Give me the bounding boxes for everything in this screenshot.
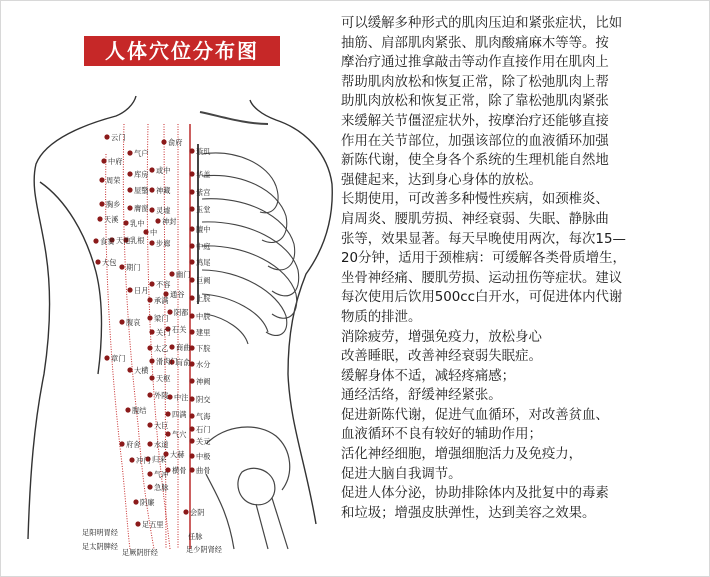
acupoint-marker (147, 345, 152, 350)
acupoint-marker (99, 201, 104, 206)
acupoint-label: 梁门 (154, 314, 169, 323)
acupoint-label: 步廊 (156, 239, 171, 248)
acupoint-marker (189, 329, 194, 334)
acupoint-label: 曲骨 (196, 466, 211, 475)
acupoint-marker (189, 467, 194, 472)
acupoint-marker (189, 378, 194, 383)
acupoint-marker (101, 158, 106, 163)
acupoint-marker (127, 171, 132, 176)
acupoint-label: 胸乡 (106, 200, 121, 209)
acupoint-label: 气户 (134, 149, 149, 158)
acupoint-label: 大赫 (170, 450, 185, 459)
text-line: 作用在关节部位，加强该部位的血液循环加强 (341, 133, 609, 149)
acupoint-marker (189, 413, 194, 418)
text-line: 可以缓解多种形式的肌肉压迫和紧张症状，比如 (341, 16, 623, 31)
acupoint-label: 或中 (156, 166, 171, 175)
text-line: 张等，效果显著。每天早晚使用两次，每次15— (341, 231, 626, 247)
acupoint-label: 承满 (154, 296, 169, 305)
acupoint-label: 中脘 (196, 312, 211, 321)
acupoint-label: 乳根 (130, 236, 145, 245)
acupoint-marker (127, 367, 132, 372)
acupoint-marker (95, 259, 100, 264)
acupoint-marker (149, 329, 154, 334)
acupoint-marker (165, 411, 170, 416)
acupoint-label: 气冲 (154, 470, 169, 479)
acupoint-label: 肓俞 (176, 358, 191, 367)
body-figure (6, 4, 338, 571)
acupoint-marker (147, 441, 152, 446)
acupoint-marker (125, 407, 130, 412)
text-line: 摩治疗通过推拿敲击等动作直接作用在肌肉上 (341, 55, 609, 71)
acupoint-marker (165, 431, 170, 436)
acupoint-label: 天溪 (104, 215, 119, 224)
acupoint-marker (104, 134, 109, 139)
acupoint-marker (189, 206, 194, 211)
text-line: 血液循环不良有较好的辅助作用； (341, 427, 542, 443)
acupoint-marker (189, 426, 194, 431)
acupoint-label: 章门 (111, 354, 126, 363)
acupoint-label: 璇玑 (196, 147, 211, 156)
acupoint-marker (149, 187, 154, 192)
acupoint-marker (123, 220, 128, 225)
acupoint-marker (147, 471, 152, 476)
acupoint-marker (129, 457, 134, 462)
acupoint-marker (183, 509, 188, 514)
acupoint-label: 中 (150, 228, 158, 237)
meridian-label: 任脉 (188, 532, 203, 541)
acupoint-marker (149, 240, 154, 245)
acupoint-label: 气海 (196, 412, 211, 421)
text-line: 消除疲劳，增强免疫力，放松身心 (341, 329, 542, 345)
acupoint-label: 周荣 (106, 176, 121, 185)
acupoint-label: 巨阙 (196, 276, 211, 285)
acupoint-label: 俞府 (168, 138, 183, 147)
acupoint-marker (189, 243, 194, 248)
acupoint-label: 库房 (134, 170, 149, 179)
acupoint-label: 华盖 (196, 170, 211, 179)
acupoint-marker (169, 344, 174, 349)
acupoint-label: 期门 (126, 263, 141, 272)
acupoint-label: 下脘 (196, 344, 211, 353)
acupoint-label: 府舍 (126, 440, 141, 449)
acupoint-marker (97, 216, 102, 221)
acupoint-marker (149, 281, 154, 286)
acupoint-marker (155, 218, 160, 223)
acupoint-label: 膻中 (196, 225, 211, 234)
acupoint-marker (189, 171, 194, 176)
meridian-label: 足太阴脾经 (82, 542, 118, 551)
acupoint-label: 水分 (196, 360, 211, 369)
acupoint-marker (149, 358, 154, 363)
acupoint-label: 阴交 (196, 395, 211, 404)
acupoint-label: 神封 (162, 217, 177, 226)
acupoint-marker (119, 319, 124, 324)
acupoint-label: 天枢 (156, 374, 171, 383)
acupoint-label: 大横 (134, 366, 149, 375)
text-line: 缓解身体不适，减轻疼痛感； (341, 368, 516, 384)
text-line: 长期使用，可改善多种慢性疾病，如颈椎炎、 (341, 192, 609, 208)
acupoint-label: 会阴 (190, 508, 205, 517)
acupoint-marker (189, 453, 194, 458)
acupoint-label: 关门 (156, 328, 171, 337)
acupoint-label: 冲门 (136, 456, 151, 465)
pelvis (206, 427, 290, 549)
acupoint-label: 石门 (196, 425, 211, 434)
acupoint-marker (169, 271, 174, 276)
acupoint-label: 建里 (196, 328, 211, 337)
acupoint-marker (127, 287, 132, 292)
acupoint-label: 急脉 (154, 483, 169, 492)
acupoint-label: 膺窗 (134, 204, 149, 213)
acupoint-marker (149, 167, 154, 172)
text-line: 抽筋、肩部肌肉紧张、肌肉酸痛麻木等等。按 (341, 35, 609, 51)
text-line: 坐骨神经痛、腰肌劳损、运动扭伤等症状。建议 (341, 270, 623, 286)
acupoint-label: 腹哀 (126, 318, 141, 327)
acupoint-label: 四满 (172, 410, 187, 419)
acupoint-label: 紫宫 (196, 188, 211, 197)
acupoint-label: 足五里 (142, 520, 164, 529)
acupoint-label: 天池 (116, 236, 131, 245)
acupoint-label: 阴廉 (140, 498, 155, 507)
text-line: 帮助肌肉放松和恢复正常，除了松弛肌肉上帮 (341, 74, 609, 90)
acupoint-marker (189, 148, 194, 153)
acupoint-marker (99, 177, 104, 182)
acupoint-label: 鸠尾 (196, 258, 211, 267)
acupoint-marker (127, 205, 132, 210)
text-line: 肩周炎、腰肌劳损、神经衰弱、失眠、静脉曲 (341, 211, 609, 227)
acupoint-marker (189, 189, 194, 194)
acupoint-label: 神阙 (196, 377, 211, 386)
meridian-label: 足少阴肾经 (186, 545, 222, 554)
acupoint-label: 中极 (196, 452, 211, 461)
rib-cage (198, 112, 299, 344)
acupoint-marker (189, 438, 194, 443)
acupoint-label: 上脘 (196, 294, 211, 303)
acupoint-label: 玉堂 (196, 205, 211, 214)
text-line: 和垃圾；增强皮肤弹性，达到美容之效果。 (341, 505, 596, 521)
acupoint-label: 阴都 (174, 308, 189, 317)
text-line: 促进新陈代谢，促进气血循环，对改善贫血、 (341, 407, 609, 423)
meridian-label: 足阳明胃经 (82, 528, 118, 537)
acupoint-label: 横骨 (172, 466, 187, 475)
acupoint-marker (104, 355, 109, 360)
acupoint-marker (135, 521, 140, 526)
acupoint-marker (161, 139, 166, 144)
acupoint-marker (147, 392, 152, 397)
acupoint-label: 神藏 (156, 186, 171, 195)
acupoint-label: 大包 (102, 258, 117, 267)
acupoint-label: 腹结 (132, 406, 147, 415)
acupoint-label: 水道 (154, 440, 169, 449)
acupoint-label: 灵墟 (156, 206, 171, 215)
acupoint-label: 食窦 (100, 237, 115, 246)
acupoint-marker (189, 313, 194, 318)
text-line: 改善睡眠，改善神经衰弱失眠症。 (341, 349, 542, 365)
acupoint-label: 屋翳 (134, 186, 149, 195)
text-line: 通经活络，舒缓神经紧张。 (341, 388, 502, 404)
acupoint-marker (189, 396, 194, 401)
acupoint-label: 中府 (108, 157, 123, 166)
acupoint-label: 日月 (134, 286, 149, 295)
acupoint-marker (147, 484, 152, 489)
acupoint-label: 外陵 (154, 391, 169, 400)
acupoint-marker (189, 295, 194, 300)
text-line: 助肌肉放松和恢复正常，除了靠松弛肌肉紧张 (341, 94, 609, 110)
acupoint-marker (189, 259, 194, 264)
acupoint-marker (93, 238, 98, 243)
text-line: 活化神经细胞，增强细胞活力及免疫力， (341, 447, 583, 463)
acupoint-label: 商曲 (176, 343, 191, 352)
acupoint-marker (119, 264, 124, 269)
acupoint-label: 太乙 (154, 344, 169, 353)
acupoint-label: 云门 (111, 133, 126, 142)
acupoint-marker (147, 422, 152, 427)
acupoint-label: 关元 (196, 437, 211, 446)
meridian-label: 足厥阴肝经 (122, 548, 158, 557)
acupoint-marker (189, 226, 194, 231)
acupoint-marker (119, 441, 124, 446)
acupoint-label: 中注 (174, 393, 189, 402)
acupoint-label: 不容 (156, 280, 171, 289)
acupoint-marker (149, 207, 154, 212)
text-line: 20分钟，适用于颈椎病：可缓解各类骨质增生， (341, 251, 626, 267)
text-line: 强健起来，达到身心身体的放松。 (341, 172, 542, 188)
diagram-title: 人体穴位分布图 (84, 36, 280, 66)
acupoint-marker (147, 315, 152, 320)
acupoint-label: 气穴 (172, 430, 187, 439)
acupoint-label: 滑肉门 (156, 357, 178, 366)
acupoint-marker (127, 150, 132, 155)
acupoint-marker (149, 375, 154, 380)
text-line: 来缓解关节僵涩症状外，按摩治疗还能够直接 (341, 113, 609, 129)
text-line: 物质的排泄。 (341, 309, 422, 325)
acupoint-marker (133, 499, 138, 504)
text-line: 促进人体分泌，协助排除体内及批复中的毒素 (341, 486, 609, 502)
acupoint-marker (127, 187, 132, 192)
acupoint-marker (143, 229, 148, 234)
acupoint-marker (147, 297, 152, 302)
acupoint-label: 大巨 (154, 421, 169, 430)
acupoint-label: 幽门 (176, 270, 191, 279)
acupoint-diagram (6, 4, 338, 571)
text-line: 新陈代谢，使全身各个系统的生理机能自然地 (341, 153, 609, 169)
acupoint-label: 中庭 (196, 242, 211, 251)
acupoint-label: 通谷 (170, 290, 185, 299)
acupoint-label: 归来 (152, 455, 167, 464)
text-line: 每次使用后饮用500cc白开水，可促进体内代谢 (341, 290, 623, 306)
description-text (341, 14, 705, 523)
acupoint-label: 乳中 (130, 219, 145, 228)
text-line: 促进大脑自我调节。 (341, 466, 462, 482)
acupoint-label: 石关 (172, 325, 187, 334)
